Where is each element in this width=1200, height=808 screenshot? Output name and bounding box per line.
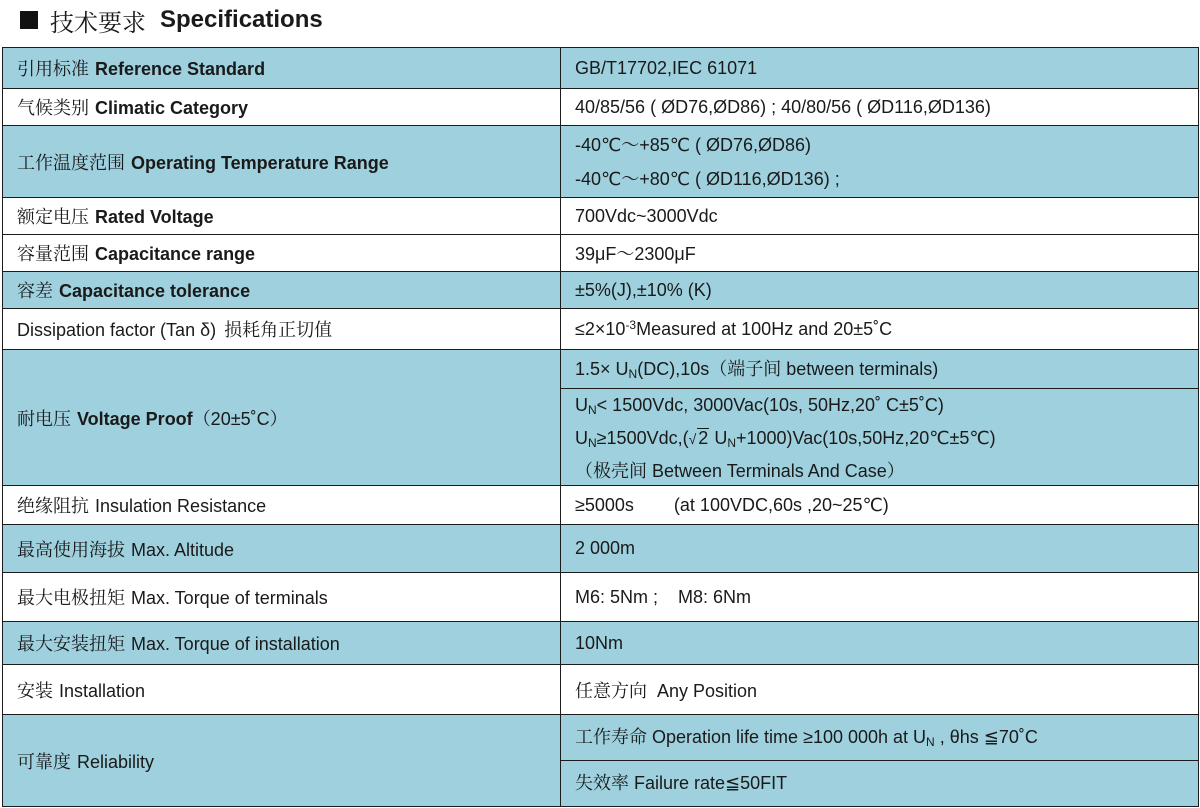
table-row xyxy=(3,272,1199,309)
page-title xyxy=(20,2,323,38)
table-row xyxy=(3,665,1199,715)
row-value: 700Vdc~3000Vdc xyxy=(561,198,1199,235)
row-label: Dissipation factor (Tan δ) 损耗角正切值 xyxy=(3,309,561,350)
voltage-proof-case: $U_N< 1500Vdc$, 3000Vac(10s, 50Hz,20˚ C±5˚C) $U_N\ge 1500Vdc,(√$ 2 $U_N+1000)Vac(10s,50Hz,20℃\pm 5℃)$ （极壳间 Between Terminals And Case） xyxy=(575,395,996,481)
row-value: M6: 5Nm ; M8: 6Nm xyxy=(561,573,1199,622)
row-value: 任意方向 Any Position xyxy=(561,665,1199,715)
row-label: 气候类别 Climatic Category xyxy=(3,89,561,126)
row-label: 引用标准 Reference Standard xyxy=(3,48,561,89)
table-row xyxy=(3,309,1199,350)
table-row xyxy=(3,622,1199,665)
row-value: $\le 2\times 10^{-3}Measured$ at 100Hz and 20±5˚C xyxy=(561,309,1199,350)
reliability-failure-rate: 失效率 Failure rate≦50FIT xyxy=(575,773,788,793)
specifications-table xyxy=(2,47,1199,807)
title-cn: 技术要求 xyxy=(50,9,146,37)
row-value: 10Nm xyxy=(561,622,1199,665)
row-value: GB/T17702,IEC 61071 xyxy=(561,48,1199,89)
row-value xyxy=(561,350,1199,486)
square-bullet-icon xyxy=(20,11,38,29)
row-label: 最大电极扭矩 Max. Torque of terminals xyxy=(3,573,561,622)
row-value: -40℃～+85℃ ( ØD76,ØD86) -40℃～+80℃ ( ØD116,ØD136) ; xyxy=(561,126,1199,198)
row-label: 额定电压 Rated Voltage xyxy=(3,198,561,235)
row-label: 容差 Capacitance tolerance xyxy=(3,272,561,309)
row-label: 工作温度范围 Operating Temperature Range xyxy=(3,126,561,198)
title-en: Specifications xyxy=(160,6,323,33)
row-value: 40/85/56 ( ØD76,ØD86) ; 40/80/56 ( ØD116,ØD136) xyxy=(561,89,1199,126)
table-row xyxy=(3,89,1199,126)
table-row xyxy=(3,198,1199,235)
row-label: 安装 Installation xyxy=(3,665,561,715)
row-value xyxy=(561,715,1199,807)
table-row xyxy=(3,350,1199,486)
table-row xyxy=(3,715,1199,807)
table-row xyxy=(3,126,1199,198)
row-value: 2 000m xyxy=(561,525,1199,573)
row-value: ≥5000s (at 100VDC,60s ,20~25℃) xyxy=(561,486,1199,525)
table-row xyxy=(3,525,1199,573)
row-label: 最大安装扭矩 Max. Torque of installation xyxy=(3,622,561,665)
table-row xyxy=(3,486,1199,525)
table-row xyxy=(3,235,1199,272)
table-row xyxy=(3,48,1199,89)
voltage-proof-terminals: $1.5\times U_N(DC),10s$（端子间 between terminals) xyxy=(561,350,1198,389)
reliability-life: 工作寿命 Operation life time ≥100 000h at $U_N$ , θhs ≦70˚C xyxy=(561,715,1198,761)
row-label: 耐电压 Voltage Proof（20±5˚C） xyxy=(3,350,561,486)
row-value: ±5%(J),±10% (K) xyxy=(561,272,1199,309)
row-label: 容量范围 Capacitance range xyxy=(3,235,561,272)
row-label: 最高使用海拔 Max. Altitude xyxy=(3,525,561,573)
row-label: 绝缘阻抗 Insulation Resistance xyxy=(3,486,561,525)
row-value: 39μF～2300μF xyxy=(561,235,1199,272)
row-label: 可靠度 Reliability xyxy=(3,715,561,807)
table-row xyxy=(3,573,1199,622)
